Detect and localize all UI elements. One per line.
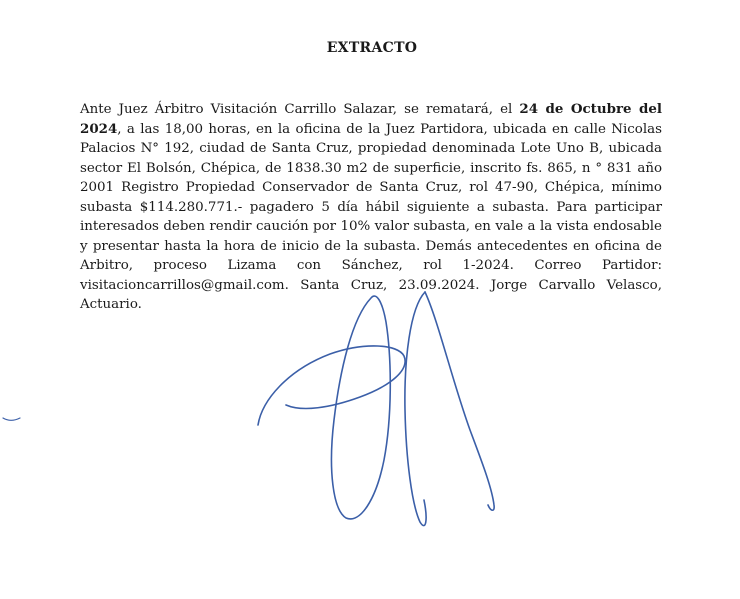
document-title: EXTRACTO	[326, 40, 418, 56]
signature-stroke	[405, 292, 426, 526]
signature-stroke	[3, 418, 20, 420]
body-text-details: , a las 18,00 horas, en la oficina de la Juez Partidora, ubicada en calle Nicolas Palacios N° 192, ciudad de Santa Cruz, propiedad denominada Lote Uno B, ubicada sector El Bolsón, Chépica, de 1838.30 m2 de superficie, inscrito fs. 865, n ° 831 año 2001 Registro Propiedad Conservador de Santa Cruz, rol 47-90, Chépica, mínimo subasta $114.280.771.- pagadero 5 día hábil siguiente a subasta. Para participar interesados deben rendir caución por 10% valor subasta, en vale a la vista endosable y presentar hasta la hora de inicio de la subasta. Demás antecedentes en oficina de Arbitro, proceso Lizama con Sánchez, rol 1-2024. Correo Partidor: visitacioncarrillos@gmail.com. Santa Cruz, 23.09.2024. Jorge Carvallo Velasco, Actuario.	[80, 121, 662, 312]
signature-stroke	[258, 346, 405, 425]
body-text-intro: Ante Juez Árbitro Visitación Carrillo Salazar, se rematará, el	[80, 102, 520, 117]
document-body	[80, 100, 662, 315]
auction-date: 24 de Octubre del 2024	[80, 101, 662, 137]
signature-stroke	[331, 296, 390, 519]
signature-stroke	[425, 292, 494, 510]
